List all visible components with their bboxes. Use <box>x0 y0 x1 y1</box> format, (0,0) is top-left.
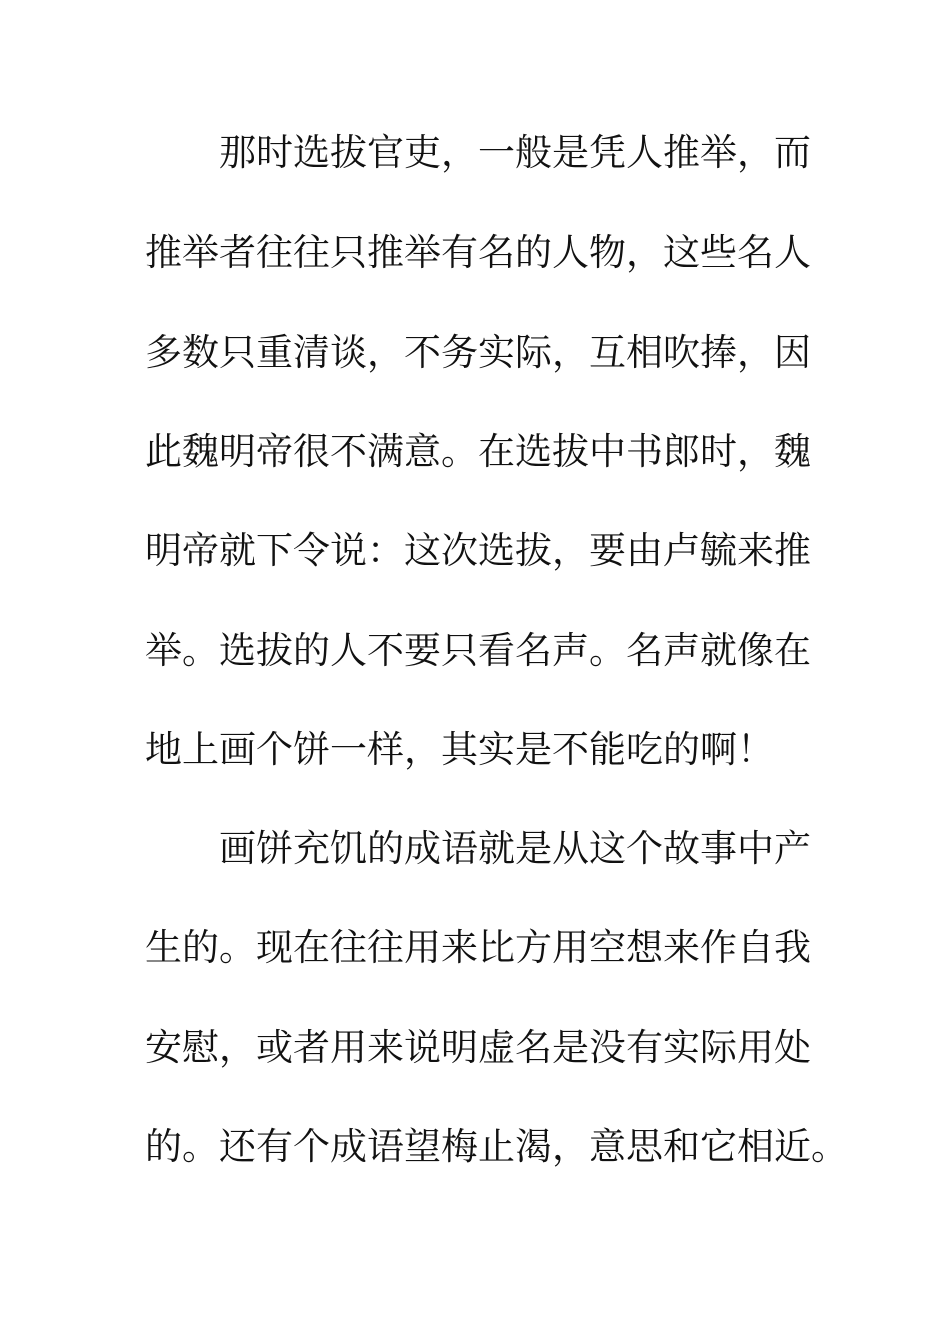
text-line-2: 推举者往往只推举有名的人物，这些名人 <box>145 231 811 274</box>
text-line-9: 生的。现在往往用来比方用空想来作自我 <box>145 926 811 969</box>
text-line-5: 明帝就下令说：这次选拔，要由卢毓来推 <box>145 529 811 572</box>
text-line-6: 举。选拔的人不要只看名声。名声就像在 <box>145 629 811 672</box>
text-line-7: 地上画个饼一样，其实是不能吃的啊！ <box>145 728 774 771</box>
text-line-11: 的。还有个成语望梅止渴，意思和它相近。 <box>145 1125 848 1168</box>
text-line-1: 那时选拔官吏，一般是凭人推举，而 <box>219 131 811 174</box>
text-line-4: 此魏明帝很不满意。在选拔中书郎时，魏 <box>145 430 811 473</box>
text-line-10: 安慰，或者用来说明虚名是没有实际用处 <box>145 1026 811 1069</box>
text-line-3: 多数只重清谈，不务实际，互相吹捧，因 <box>145 331 811 374</box>
text-line-8: 画饼充饥的成语就是从这个故事中产 <box>219 827 811 870</box>
